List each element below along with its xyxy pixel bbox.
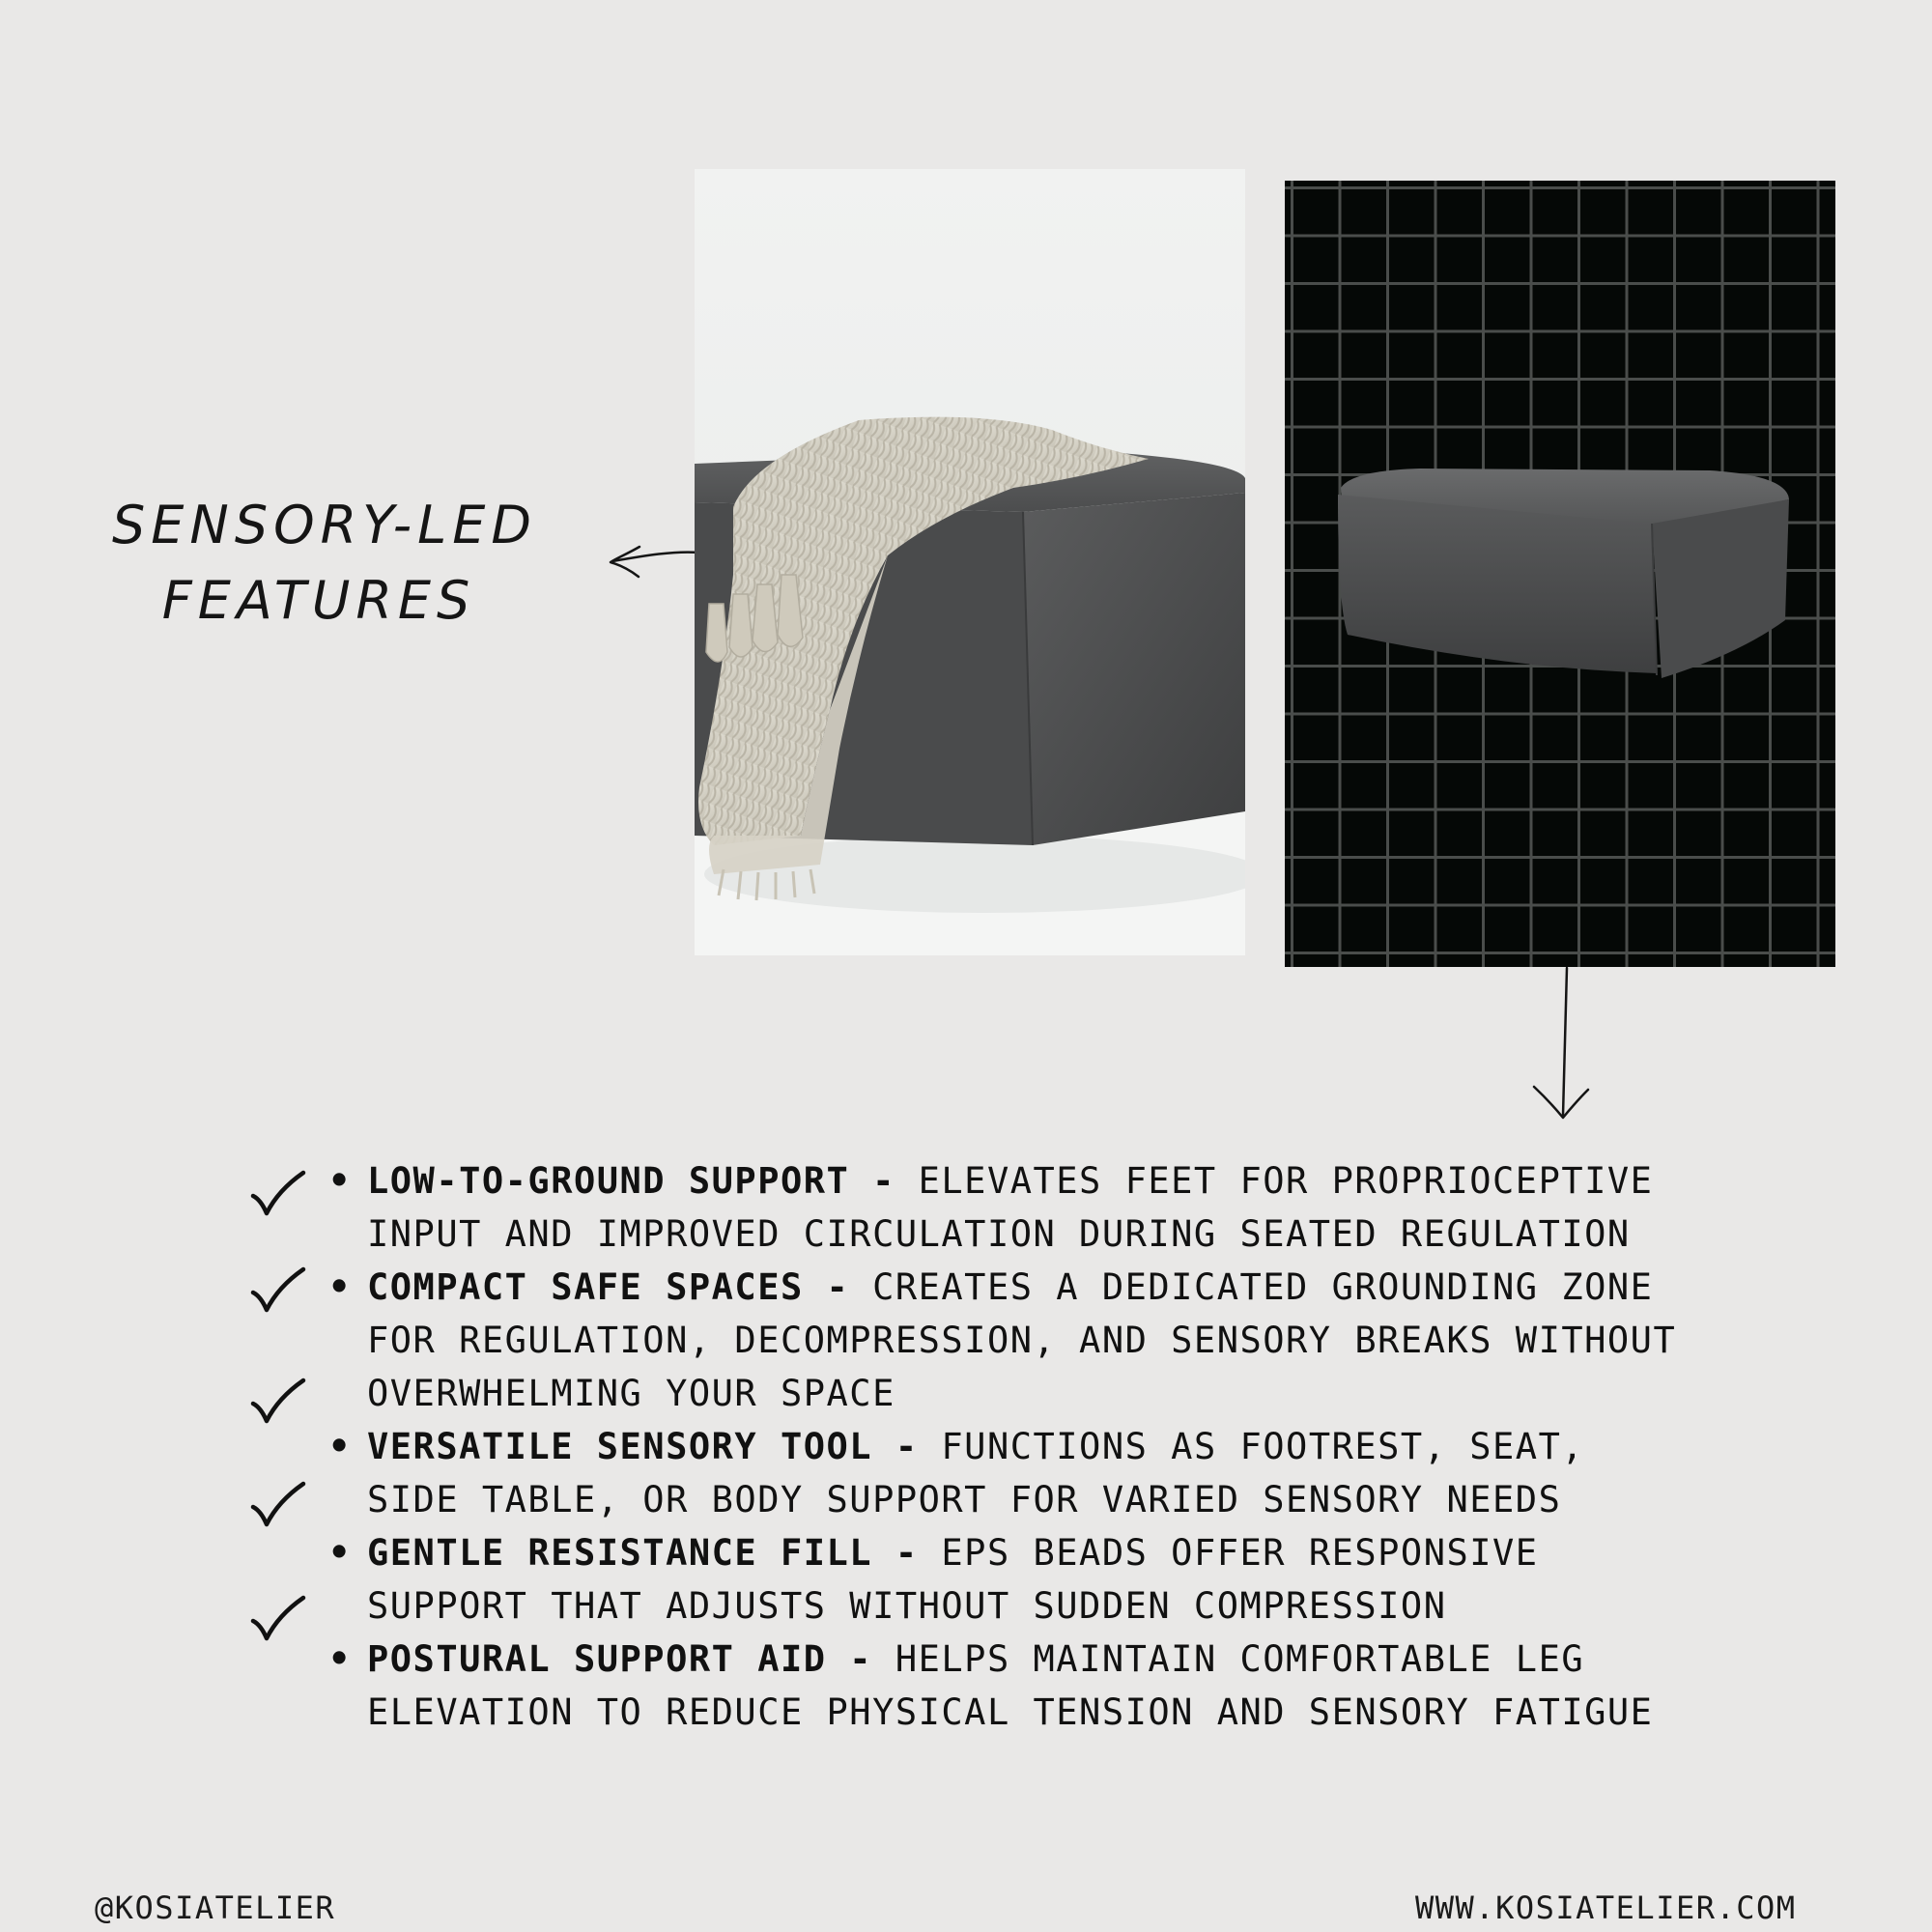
heading-line-1: SENSORY-LED — [112, 495, 537, 555]
bullet: • — [328, 1266, 352, 1308]
feature-title: COMPACT SAFE SPACES — [367, 1266, 804, 1308]
feature-title: POSTURAL SUPPORT AID — [367, 1638, 827, 1680]
feature-separator: - — [849, 1160, 919, 1202]
feature-title: GENTLE RESISTANCE FILL — [367, 1532, 873, 1574]
check-icon — [249, 1265, 307, 1314]
arrow-left-icon — [607, 536, 703, 584]
heading-line-2: FEATURES — [161, 570, 476, 632]
check-icon — [249, 1169, 307, 1217]
check-icon — [249, 1480, 307, 1528]
feature-separator: - — [826, 1638, 895, 1680]
ottoman-on-grid-photo — [1285, 181, 1835, 967]
arrow-down-icon — [1526, 966, 1604, 1125]
feature-separator: - — [872, 1532, 942, 1574]
feature-item — [328, 1633, 1662, 1739]
check-icon — [249, 1377, 307, 1425]
feature-separator: - — [872, 1426, 942, 1467]
website-link[interactable]: WWW.KOSIATELIER.COM — [1415, 1889, 1797, 1926]
check-icon — [249, 1594, 307, 1642]
feature-list — [328, 1154, 1681, 1739]
feature-description: ELEVATES FEET FOR PROPRIOCEPTIVE INPUT AND IMPROVED CIRCULATION DURING SEATED REGULATION — [367, 1160, 1654, 1255]
feature-item — [328, 1420, 1623, 1526]
bullet: • — [328, 1532, 352, 1574]
feature-description: FUNCTIONS AS FOOTREST, SEAT, SIDE TABLE, OR BODY SUPPORT FOR VARIED SENSORY NEEDS — [367, 1426, 1585, 1520]
bullet: • — [328, 1160, 352, 1202]
feature-title: VERSATILE SENSORY TOOL — [367, 1426, 873, 1467]
feature-description: HELPS MAINTAIN COMFORTABLE LEG ELEVATION TO REDUCE PHYSICAL TENSION AND SENSORY FATIGUE — [367, 1638, 1654, 1733]
bullet: • — [328, 1426, 352, 1467]
feature-description: CREATES A DEDICATED GROUNDING ZONE FOR REGULATION, DECOMPRESSION, AND SENSORY BREAKS WITHOUT OVERWHELMING YOUR SPACE — [367, 1266, 1677, 1414]
feature-item — [328, 1154, 1662, 1261]
social-handle[interactable]: @KOSIATELIER — [95, 1889, 336, 1926]
heading — [93, 488, 556, 639]
feature-item — [328, 1526, 1584, 1633]
feature-item — [328, 1261, 1719, 1420]
ottoman-with-knit-throw-photo — [695, 169, 1245, 955]
feature-separator: - — [803, 1266, 873, 1308]
feature-title: LOW-TO-GROUND SUPPORT — [367, 1160, 850, 1202]
feature-description: EPS BEADS OFFER RESPONSIVE SUPPORT THAT ADJUSTS WITHOUT SUDDEN COMPRESSION — [367, 1532, 1539, 1627]
bullet: • — [328, 1638, 352, 1680]
